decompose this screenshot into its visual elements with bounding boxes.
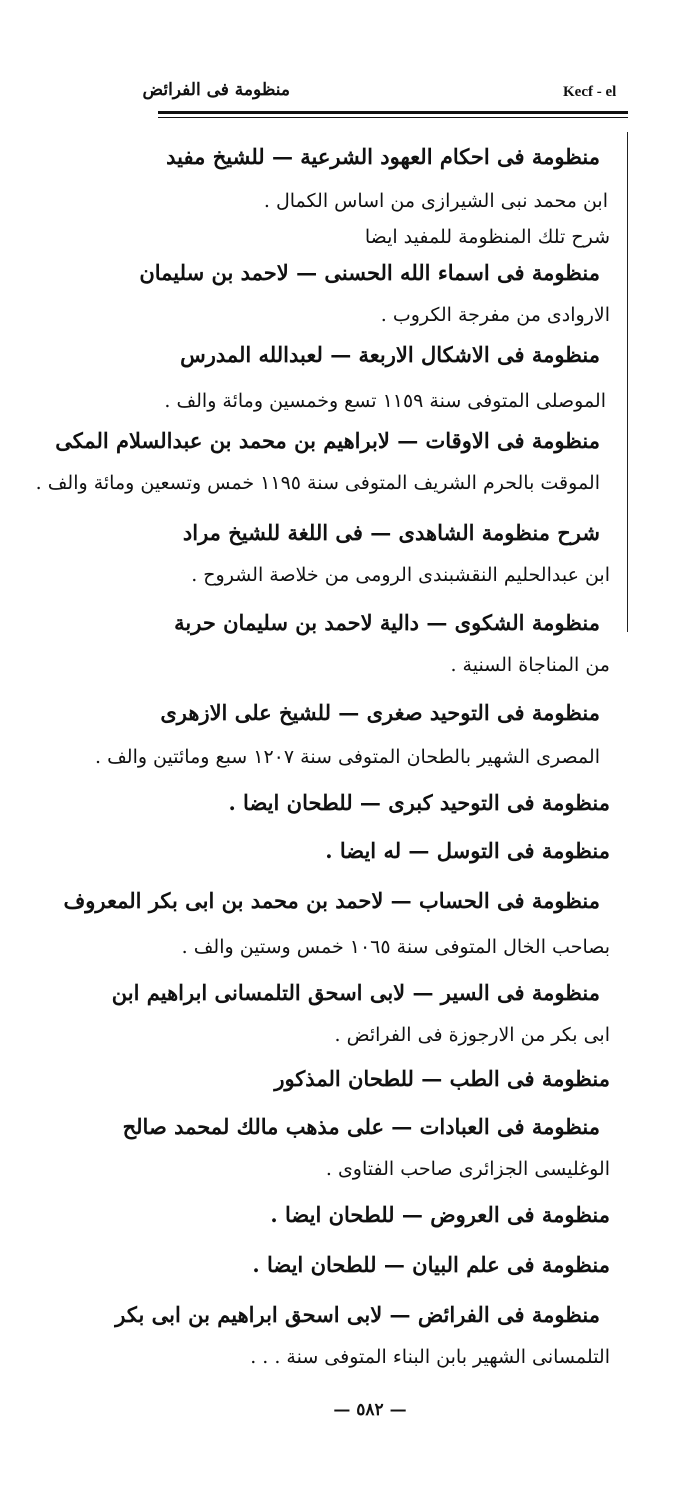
entry-text-line: الاروادى من مفرجة الكروب . (380, 304, 610, 326)
entry-text-line: الوغليسى الجزائرى صاحب الفتاوى . (325, 1158, 610, 1180)
entry-heading-line: منظومة فى العروض — للطحان ايضا . (270, 1202, 610, 1227)
entry-heading-line: منظومة فى العبادات — على مذهب مالك لمحمد صالح (122, 1114, 600, 1139)
header-rule-thick (158, 111, 628, 114)
entry-heading-line: منظومة فى اسماء الله الحسنى — لاحمد بن سليمان (139, 260, 600, 285)
entry-heading-line: منظومة فى التوحيد كبرى — للطحان ايضا . (228, 790, 610, 815)
entry-heading-line: شرح منظومة الشاهدى — فى اللغة للشيخ مراد (182, 520, 600, 545)
margin-rule (627, 132, 628, 632)
entry-heading-line: منظومة فى التوسل — له ايضا . (325, 838, 610, 863)
entry-text-line: من المناجاة السنية . (450, 654, 610, 676)
entry-heading-line: منظومة فى الاوقات — لابراهيم بن محمد بن عبدالسلام المكى (55, 428, 600, 453)
entry-text-line: ابن محمد نبى الشيرازى من اساس الكمال . (263, 190, 608, 212)
page-number: — ٥٨٢ — (333, 1400, 407, 1420)
entry-text-line: الموصلى المتوفى سنة ١١٥٩ تسع وخمسين ومائة والف . (164, 390, 606, 412)
entry-text-line: شرح تلك المنظومة للمفيد ايضا (364, 226, 610, 248)
entry-text-line: المصرى الشهير بالطحان المتوفى سنة ١٢٠٧ سبع ومائتين والف . (95, 746, 600, 768)
entry-heading-line: منظومة الشكوى — دالية لاحمد بن سليمان حربة (174, 610, 600, 635)
entry-heading-line: منظومة فى السير — لابى اسحق التلمسانى ابراهيم ابن (111, 980, 600, 1005)
entry-heading-line: منظومة فى الطب — للطحان المذكور (274, 1066, 610, 1091)
entry-text-line: ابن عبدالحليم النقشبندى الرومى من خلاصة الشروح . (191, 564, 610, 586)
entry-heading-line: منظومة فى التوحيد صغرى — للشيخ على الازهرى (160, 700, 600, 725)
entry-heading-line: منظومة فى الاشكال الاربعة — لعبدالله المدرس (180, 342, 600, 367)
running-head-latin: Kecf - el (563, 84, 617, 100)
entry-heading-line: منظومة فى الحساب — لاحمد بن محمد بن ابى بكر المعروف (63, 888, 600, 913)
entry-text-line: بصاحب الخال المتوفى سنة ١٠٦٥ خمس وستين والف . (181, 936, 610, 958)
running-head-title: منظومة فى الفرائض (142, 80, 290, 100)
entry-heading-line: منظومة فى الفرائض — لابى اسحق ابراهيم بن ابى بكر (115, 1302, 600, 1327)
entry-text-line: التلمسانى الشهير بابن البناء المتوفى سنة . . . (250, 1346, 610, 1368)
entry-text-line: الموقت بالحرم الشريف المتوفى سنة ١١٩٥ خمس وتسعين ومائة والف . (35, 472, 600, 494)
entry-heading-line: منظومة فى احكام العهود الشرعية — للشيخ مفيد (166, 144, 600, 169)
entry-heading-line: منظومة فى علم البيان — للطحان ايضا . (252, 1252, 610, 1277)
entry-text-line: ابى بكر من الارجوزة فى الفرائض . (334, 1024, 610, 1046)
header-rule-thin (158, 117, 628, 118)
